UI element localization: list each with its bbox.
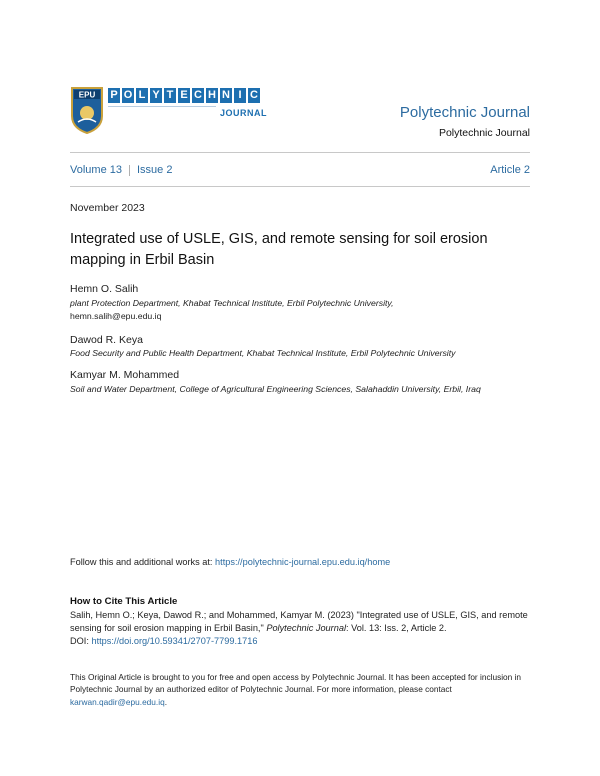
volume-link[interactable]: Volume 13: [70, 164, 122, 176]
article-title: Integrated use of USLE, GIS, and remote sensing for soil erosion mapping in Erbil Basin: [70, 231, 488, 268]
logo-rule: [108, 106, 216, 107]
logo-wordmark: P O L Y T E C H N I C: [108, 88, 260, 103]
publication-date: November 2023: [70, 202, 145, 214]
journal-logo: [70, 86, 280, 136]
contact-email-link[interactable]: karwan.qadir@epu.edu.iq: [70, 696, 165, 707]
issue-breadcrumb: [70, 164, 172, 176]
logo-subtitle: JOURNAL: [220, 108, 268, 118]
citation-text: Salih, Hemn O.; Keya, Dawod R.; and Mohammed, Kamyar M. (2023) "Integrated use of USLE, GIS, and remote sensing for soil erosion mapping in Erbil Basin," Polytechnic Journal: Vol. 13: Iss. 2, Article 2. DOI: https://doi.org/10.59341/2707-7799.1716: [70, 610, 528, 646]
author-affiliation: plant Protection Department, Khabat Technical Institute, Erbil Polytechnic University, hemn.salih@epu.edu.iq: [70, 298, 394, 321]
issue-link[interactable]: Issue 2: [136, 164, 173, 176]
logo-badge-text: EPU: [78, 90, 96, 100]
author-name: Dawod R. Keya: [70, 334, 143, 346]
citation-heading: How to Cite This Article: [70, 596, 178, 607]
author-name: Hemn O. Salih: [70, 283, 139, 295]
open-access-notice: This Original Article is brought to you for free and open access by Polytechnic Journal. It has been accepted for inclusion in Polytechnic Journal by an authorized editor of Polytechnic Journal. For more information, please contact karwan.qadir@epu.edu.iq.: [70, 672, 522, 707]
breadcrumb-separator: [129, 165, 130, 176]
author-email[interactable]: hemn.salih@epu.edu.iq: [70, 311, 162, 321]
author-affiliation: Soil and Water Department, College of Agricultural Engineering Sciences, Salahaddin University, Erbil, Iraq: [70, 384, 481, 394]
doi-link[interactable]: https://doi.org/10.59341/2707-7799.1716: [91, 636, 258, 646]
journal-subtitle: Polytechnic Journal: [438, 127, 530, 139]
header-divider: [70, 152, 530, 153]
issue-divider: [70, 186, 530, 187]
follow-line: Follow this and additional works at: https://polytechnic-journal.epu.edu.iq/home: [70, 557, 391, 567]
article-link[interactable]: Article 2: [490, 164, 530, 176]
author-affiliation: Food Security and Public Health Department, Khabat Technical Institute, Erbil Polytechnic University: [70, 348, 456, 358]
epu-shield-icon: [70, 86, 104, 134]
journal-title-link[interactable]: Polytechnic Journal: [399, 104, 530, 121]
author-name: Kamyar M. Mohammed: [70, 369, 180, 381]
journal-home-link[interactable]: https://polytechnic-journal.epu.edu.iq/home: [215, 557, 391, 567]
